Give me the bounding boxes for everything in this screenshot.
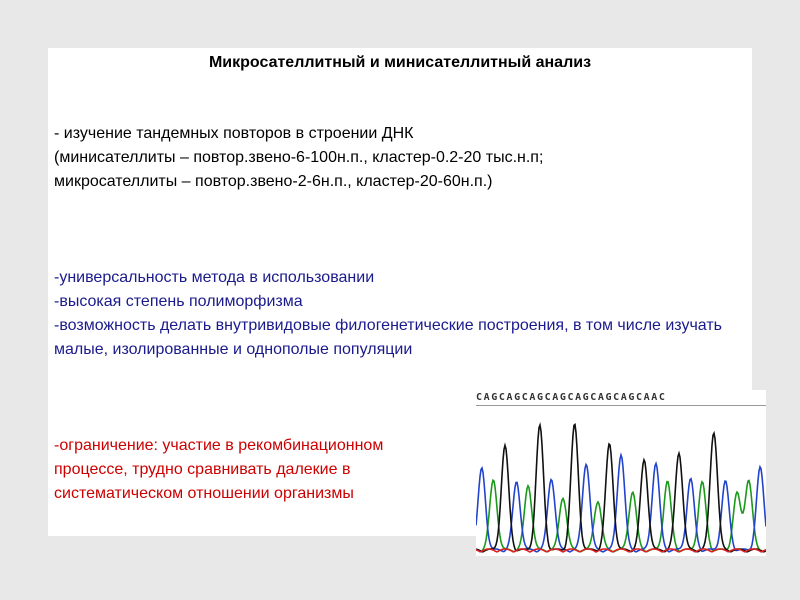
intro-line: микросателлиты – повтор.звено-2-6н.п., кластер-20-60н.п.) xyxy=(54,173,493,190)
chromatogram-trace xyxy=(476,406,766,556)
trace-G xyxy=(476,425,766,552)
advantage-item: -возможность делать внутривидовые филогенетические построения, в том числе изучать малые, изолированные и однополые популяции xyxy=(54,317,723,358)
limitation-line: систематическом отношении организмы xyxy=(54,485,354,502)
slide-title: Микросателлитный и минисателлитный анализ xyxy=(208,54,592,71)
advantages-list xyxy=(54,266,734,362)
limitations-block xyxy=(54,434,474,506)
limitation-line: процессе, трудно сравнивать далекие в xyxy=(54,461,351,478)
advantage-item: -универсальность метода в использовании xyxy=(54,269,375,286)
base-sequence: CAGCAGCAGCAGCAGCAGCAGCAAC xyxy=(476,391,766,405)
intro-block xyxy=(54,122,714,194)
dna-chromatogram-image xyxy=(476,390,766,556)
intro-line: (минисателлиты – повтор.звено-6-100н.п., кластер-0.2-20 тыс.н.п; xyxy=(54,149,544,166)
limitation-line: -ограничение: участие в рекомбинационном xyxy=(54,437,384,454)
intro-line: - изучение тандемных повторов в строении ДНК xyxy=(54,125,414,142)
advantage-item: -высокая степень полиморфизма xyxy=(54,293,303,310)
